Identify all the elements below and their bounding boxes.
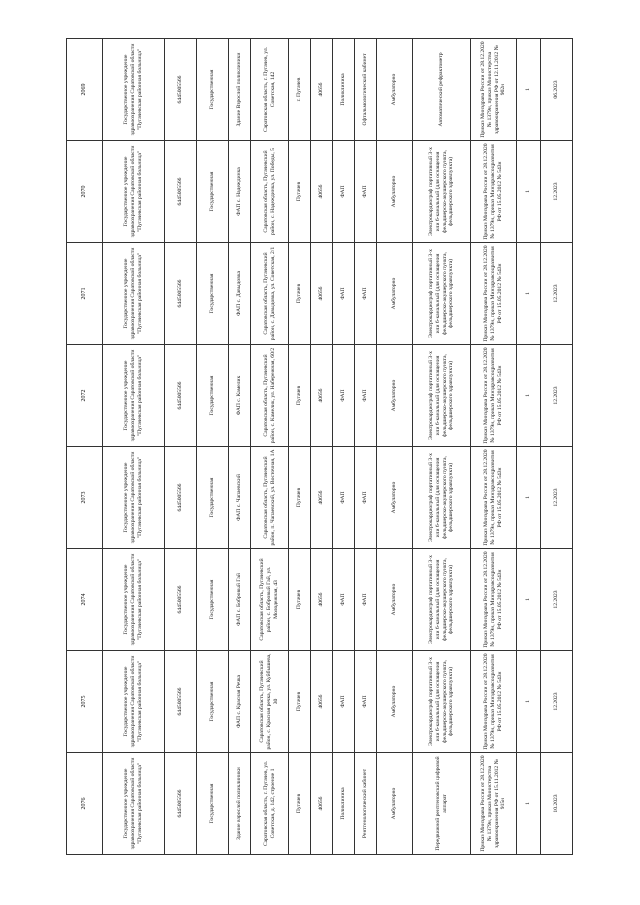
table-body	[67, 39, 573, 855]
table-row	[311, 39, 333, 855]
cell-inn: 6445005566	[165, 447, 197, 549]
cell-subtype: ФАП	[355, 345, 377, 447]
cell-number: 2070	[67, 141, 103, 243]
cell-ownership: Государственная	[197, 345, 229, 447]
cell-inn: 6445005566	[165, 651, 197, 753]
cell-type: ФАП	[333, 549, 355, 651]
cell-order: Приказ Минздрава России от 28.12.2020 № 1379н, приказ Минздравсоцразвития РФ от 15.05.2012 № 543н	[471, 447, 517, 549]
cell-equipment: Электрокардиограф портативный 3-х или 6-канальный (для оснащения фельдшерско-акушерского пункта, фельдшерского здравпункта)	[413, 447, 471, 549]
table-row	[471, 39, 517, 855]
table-row	[377, 39, 413, 855]
cell-date: 12.2023	[541, 549, 573, 651]
cell-qty: 1	[517, 141, 541, 243]
table-row	[103, 39, 165, 855]
cell-date: 12.2023	[541, 651, 573, 753]
cell-inn: 6445005566	[165, 753, 197, 855]
cell-ownership: Государственная	[197, 243, 229, 345]
cell-equipment: Электрокардиограф портативный 3-х или 6-канальный (для оснащения фельдшерско-акушерского пункта, фельдшерского здравпункта)	[413, 549, 471, 651]
cell-form: Амбулаторно	[377, 39, 413, 141]
cell-type: ФАП	[333, 447, 355, 549]
cell-institution: Государственное учреждение здравоохранения Саратовской области "Пугачевская районная больница"	[103, 447, 165, 549]
cell-code: 40656	[311, 141, 333, 243]
table-row	[355, 39, 377, 855]
cell-code: 40656	[311, 39, 333, 141]
cell-type: ФАП	[333, 651, 355, 753]
cell-settlement: Пугачев	[289, 651, 311, 753]
cell-settlement: Пугачев	[289, 447, 311, 549]
table-row	[541, 39, 573, 855]
cell-name: ФАП с. Камелик	[229, 345, 251, 447]
cell-order: Приказ Минздрава России от 28.12.2020 № 1379н, приказ Минздравсоцразвития РФ от 15.05.2012 № 543н	[471, 243, 517, 345]
cell-number: 2071	[67, 243, 103, 345]
cell-institution: Государственное учреждение здравоохранения Саратовской области "Пугачевская районная больница"	[103, 345, 165, 447]
cell-form: Амбулаторно	[377, 141, 413, 243]
cell-form: Амбулаторно	[377, 345, 413, 447]
cell-date: 12.2023	[541, 243, 573, 345]
cell-address: Саратовская область, Пугачевский район, с. Давыдовка, ул. Советская, 2/1	[251, 243, 289, 345]
cell-ownership: Государственная	[197, 447, 229, 549]
equipment-table	[66, 38, 573, 855]
cell-code: 40656	[311, 753, 333, 855]
cell-institution: Государственное учреждение здравоохранения Саратовской области "Пугачевская районная больница"	[103, 651, 165, 753]
cell-address: Саратовская область, Пугачевский район, с. Бобровый Гай, ул. Молодежная, 43	[251, 549, 289, 651]
table-row	[165, 39, 197, 855]
cell-type: ФАП	[333, 141, 355, 243]
cell-institution: Государственное учреждение здравоохранения Саратовской области "Пугачевская районная больница"	[103, 753, 165, 855]
cell-form: Амбулаторно	[377, 753, 413, 855]
cell-name: ФАП с. Надеждинка	[229, 141, 251, 243]
cell-address: Саратовская область, г. Пугачев, ул. Советская, 142	[251, 39, 289, 141]
cell-order: Приказ Минздрава России от 28.12.2020 № 1379н, приказ Минздравсоцразвития РФ от 15.05.2012 № 543н	[471, 651, 517, 753]
cell-subtype: ФАП	[355, 549, 377, 651]
cell-form: Амбулаторно	[377, 651, 413, 753]
cell-subtype: ФАП	[355, 243, 377, 345]
cell-ownership: Государственная	[197, 651, 229, 753]
cell-address: Саратовская область, Пугачевский район, с. Надеждинка, ул. Победы, 5	[251, 141, 289, 243]
cell-date: 10.2023	[541, 753, 573, 855]
cell-code: 40656	[311, 549, 333, 651]
cell-ownership: Государственная	[197, 141, 229, 243]
cell-number: 2075	[67, 651, 103, 753]
cell-subtype: ФАП	[355, 447, 377, 549]
rotated-sheet	[66, 39, 572, 855]
cell-ownership: Государственная	[197, 549, 229, 651]
cell-inn: 6445005566	[165, 39, 197, 141]
cell-subtype: Рентгенологический кабинет	[355, 753, 377, 855]
cell-address: Саратовская область, г. Пугачев, ул. Советская, д. 142, строение 1	[251, 753, 289, 855]
cell-equipment: Электрокардиограф портативный 3-х или 6-канальный (для оснащения фельдшерско-акушерского пункта, фельдшерского здравпункта)	[413, 243, 471, 345]
cell-inn: 6445005566	[165, 243, 197, 345]
cell-subtype: ФАП	[355, 651, 377, 753]
cell-qty: 1	[517, 243, 541, 345]
cell-settlement: Пугачев	[289, 243, 311, 345]
cell-settlement: Пугачев	[289, 549, 311, 651]
cell-date: 12.2023	[541, 345, 573, 447]
cell-equipment: Передвижной рентгеновский цифровой аппарат	[413, 753, 471, 855]
cell-address: Саратовская область, Пугачевский район, п. Чапаевский, ул. Восточная, 1А	[251, 447, 289, 549]
cell-name: ФАП с. Давыдовка	[229, 243, 251, 345]
cell-code: 40656	[311, 345, 333, 447]
table-row	[289, 39, 311, 855]
cell-equipment: Автоматический рефрактометр	[413, 39, 471, 141]
cell-settlement: Пугачев	[289, 141, 311, 243]
cell-code: 40656	[311, 651, 333, 753]
cell-order: Приказ Минздрава России от 28.12.2020 № 1379н, приказ Минздравсоцразвития РФ от 15.05.2012 № 543н	[471, 549, 517, 651]
cell-name: ФАП с. Красная Речка	[229, 651, 251, 753]
cell-number: 2074	[67, 549, 103, 651]
cell-number: 2072	[67, 345, 103, 447]
cell-order: Приказ Минздрава России от 28.12.2020 № 1379н, приказ Минздравсоцразвития РФ от 15.05.2012 № 543н	[471, 141, 517, 243]
cell-order: Приказ Минздрава России от 28.12.2020 № 1379н, приказ Министерства здравоохранения РФ от 15.11.2012 № 915н	[471, 753, 517, 855]
cell-settlement: г. Пугачев	[289, 39, 311, 141]
cell-ownership: Государственная	[197, 753, 229, 855]
cell-date: 12.2023	[541, 141, 573, 243]
cell-form: Амбулаторно	[377, 549, 413, 651]
table-row	[67, 39, 103, 855]
cell-institution: Государственное учреждение здравоохранения Саратовской области "Пугачевская районная больница"	[103, 141, 165, 243]
cell-date: 06.2023	[541, 39, 573, 141]
cell-qty: 1	[517, 345, 541, 447]
cell-institution: Государственное учреждение здравоохранения Саратовской области "Пугачевская районная больница"	[103, 549, 165, 651]
cell-form: Амбулаторно	[377, 243, 413, 345]
cell-number: 2073	[67, 447, 103, 549]
cell-qty: 1	[517, 651, 541, 753]
cell-institution: Государственное учреждение здравоохранения Саратовской области "Пугачевская районная больница"	[103, 243, 165, 345]
cell-qty: 1	[517, 753, 541, 855]
cell-inn: 6445005566	[165, 345, 197, 447]
table-row	[333, 39, 355, 855]
cell-equipment: Электрокардиограф портативный 3-х или 6-канальный (для оснащения фельдшерско-акушерского пункта, фельдшерского здравпункта)	[413, 141, 471, 243]
cell-form: Амбулаторно	[377, 447, 413, 549]
cell-qty: 1	[517, 39, 541, 141]
table-row	[251, 39, 289, 855]
cell-ownership: Государственная	[197, 39, 229, 141]
cell-subtype: Офтальмологический кабинет	[355, 39, 377, 141]
cell-name: Здание Взрослой поликлиники	[229, 39, 251, 141]
table-row	[229, 39, 251, 855]
cell-settlement: Пугачев	[289, 345, 311, 447]
cell-number: 2076	[67, 753, 103, 855]
cell-institution: Государственное учреждение здравоохранения Саратовской области "Пугачевская районная больница"	[103, 39, 165, 141]
cell-address: Саратовская область, Пугачевский район, с. Камелик, ул. Набережная, 60/2	[251, 345, 289, 447]
cell-equipment: Электрокардиограф портативный 3-х или 6-канальный (для оснащения фельдшерско-акушерского пункта, фельдшерского здравпункта)	[413, 651, 471, 753]
cell-date: 12.2023	[541, 447, 573, 549]
cell-qty: 1	[517, 549, 541, 651]
cell-name: ФАП с. Чапаевский	[229, 447, 251, 549]
cell-type: Поликлиника	[333, 753, 355, 855]
table-row	[197, 39, 229, 855]
cell-code: 40656	[311, 447, 333, 549]
cell-equipment: Электрокардиограф портативный 3-х или 6-канальный (для оснащения фельдшерско-акушерского пункта, фельдшерского здравпункта)	[413, 345, 471, 447]
cell-code: 40656	[311, 243, 333, 345]
cell-name: Здание взрослой поликлиники	[229, 753, 251, 855]
cell-number: 2069	[67, 39, 103, 141]
cell-address: Саратовская область, Пугачевский район, с. Красная речка, ул. Куйбышева, 30	[251, 651, 289, 753]
cell-inn: 6445005566	[165, 549, 197, 651]
table-row	[413, 39, 471, 855]
cell-type: Поликлиника	[333, 39, 355, 141]
cell-name: ФАП с. Бобровый Гай	[229, 549, 251, 651]
table-row	[517, 39, 541, 855]
cell-type: ФАП	[333, 243, 355, 345]
cell-order: Приказ Минздрава России от 28.12.2020 № 1379н, приказ Министерства здравоохранения РФ от 12.11.2012 № 902н	[471, 39, 517, 141]
cell-order: Приказ Минздрава России от 28.12.2020 № 1379н, приказ Минздравсоцразвития РФ от 15.05.2012 № 543н	[471, 345, 517, 447]
cell-settlement: Пугачев	[289, 753, 311, 855]
cell-qty: 1	[517, 447, 541, 549]
cell-type: ФАП	[333, 345, 355, 447]
cell-inn: 6445005566	[165, 141, 197, 243]
cell-subtype: ФАП	[355, 141, 377, 243]
